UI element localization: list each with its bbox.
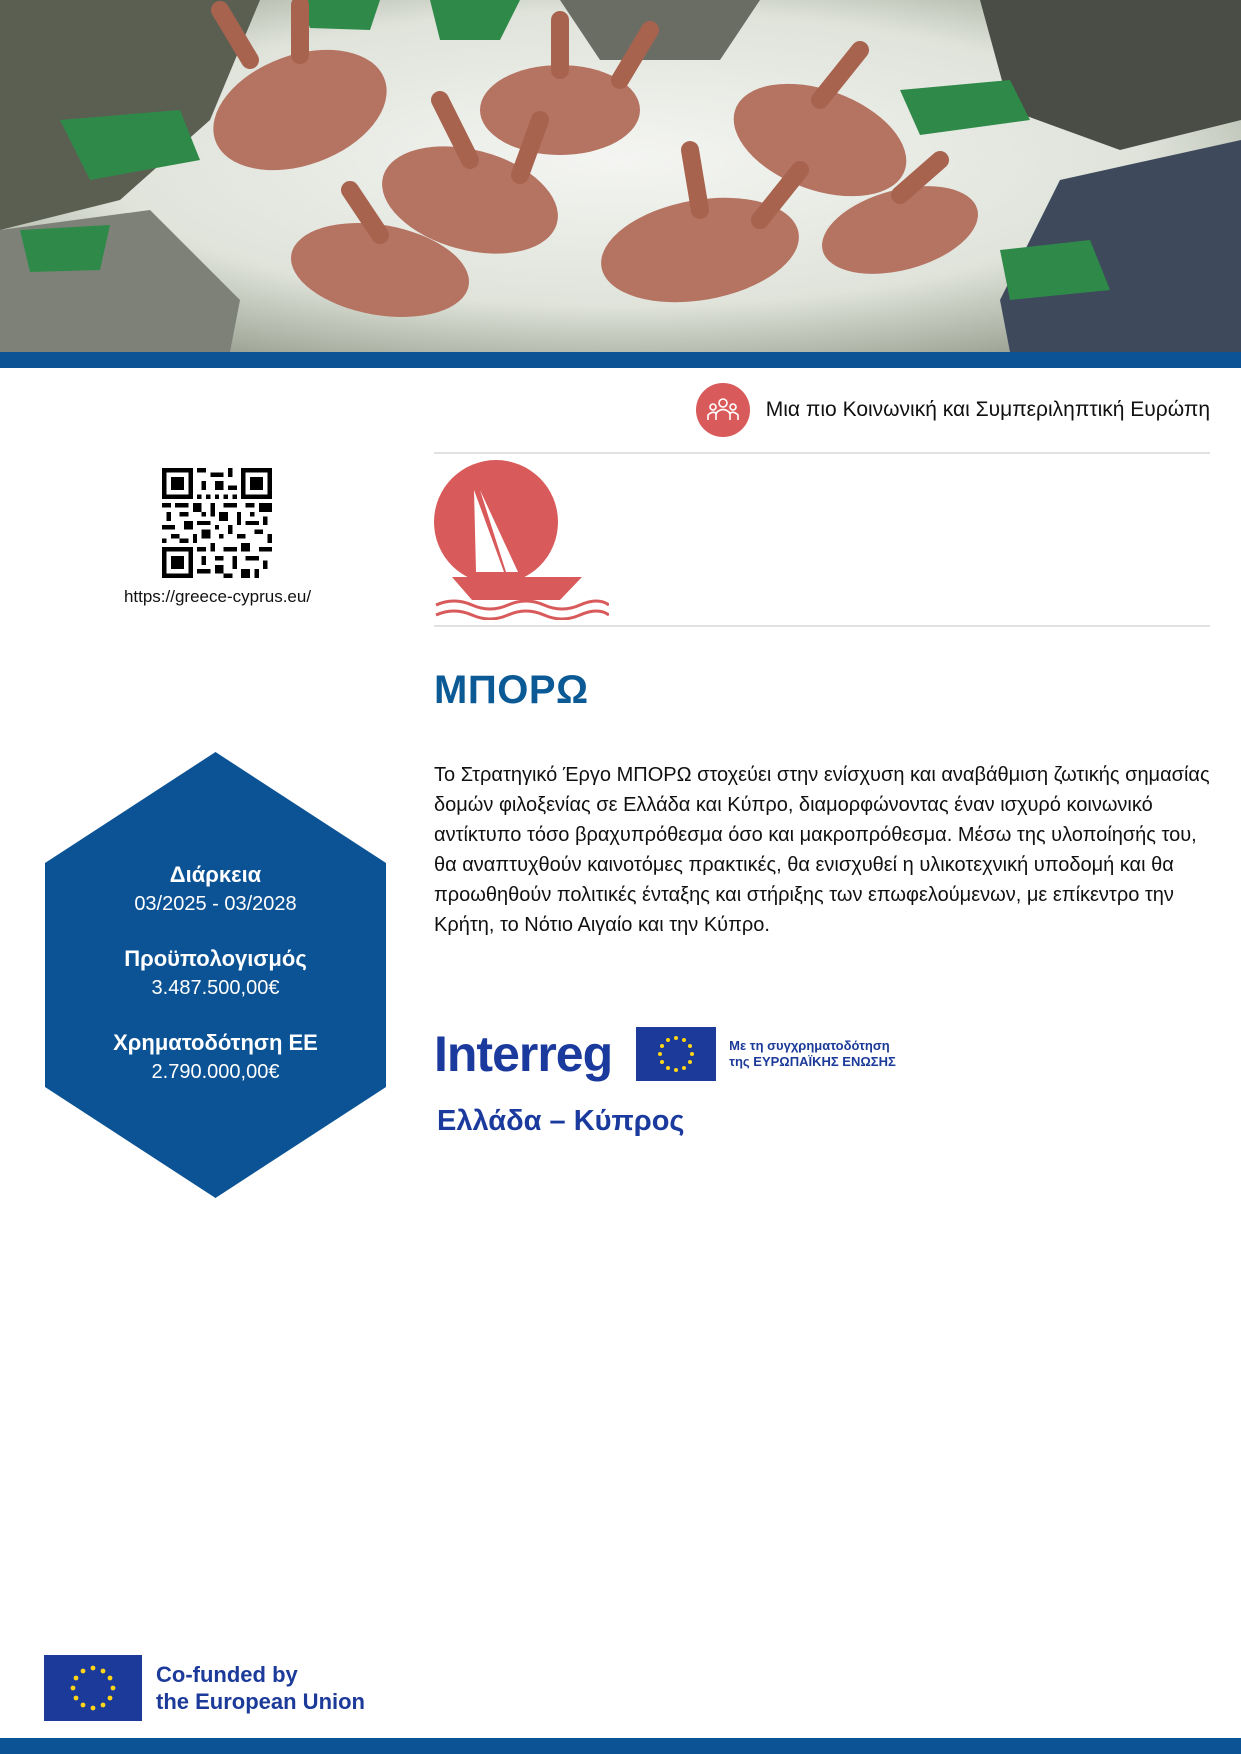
- eu-funding-block: [43, 1028, 388, 1086]
- duration-block: [43, 860, 388, 918]
- project-facts: [43, 860, 388, 1112]
- policy-theme-label: Μια πιο Κοινωνική και Συμπεριληπτική Ευρώπη: [765, 398, 1210, 421]
- divider-top: [434, 452, 1210, 454]
- budget-label: Προϋπολογισμός: [124, 946, 307, 971]
- policy-theme: [696, 382, 1210, 438]
- project-logo-boat-icon: [434, 460, 609, 620]
- budget-block: [43, 944, 388, 1002]
- duration-label: Διάρκεια: [169, 862, 262, 887]
- eu-cofinance-line1: Με τη συγχρηματοδότηση: [729, 1038, 890, 1053]
- cofunded-line1: Co-funded by: [156, 1662, 298, 1687]
- duration-value: 03/2025 - 03/2028: [134, 893, 297, 915]
- eu-flag-icon: [44, 1655, 142, 1721]
- eu-cofinance-text: [729, 1038, 896, 1070]
- bottom-accent-bar: [0, 1738, 1241, 1754]
- eu-cofinance-line2: της ΕΥΡΩΠΑΪΚΗΣ ΕΝΩΣΗΣ: [729, 1054, 896, 1069]
- interreg-wordmark: Interreg: [434, 1026, 613, 1082]
- qr-code: [162, 468, 272, 578]
- programme-name: Ελλάδα – Κύπρος: [437, 1105, 685, 1137]
- eu-flag-icon: [636, 1027, 716, 1081]
- qr-url[interactable]: https://greece-cyprus.eu/: [123, 587, 312, 606]
- cofunded-line2: the European Union: [156, 1689, 365, 1714]
- divider-bottom: [434, 625, 1210, 627]
- hero-image: [0, 0, 1241, 352]
- interreg-logo: [434, 1024, 896, 1084]
- budget-value: 3.487.500,00€: [151, 977, 280, 999]
- project-description: Το Στρατηγικό Έργο ΜΠΟΡΩ στοχεύει στην ενίσχυση και αναβάθμιση ζωτικής σημασίας δομών φιλοξενίας σε Ελλάδα και Κύπρο, διαμορφώνοντας έναν ισχυρό κοινωνικό αντίκτυπο τόσο βραχυπρόθεσμα όσο και μακροπρόθεσμα. Μέσω της υλοποίησής του, θα αναπτυχθούν καινοτόμες πρακτικές, θα ενισχυθεί η υλικοτεχνική υποδομή και θα προωθηθούν πολιτικές ένταξης και στήριξης των επωφελούμενων, με επίκεντρο την Κρήτη, το Νότιο Αιγαίο και την Κύπρο.: [434, 764, 1210, 936]
- cofunded-by-eu-logo: [44, 1655, 365, 1721]
- cofunded-text: [156, 1661, 365, 1715]
- eu-funding-label: Χρηματοδότηση ΕΕ: [113, 1030, 318, 1055]
- people-group-icon: [696, 383, 750, 437]
- project-title: ΜΠΟΡΩ: [434, 668, 589, 712]
- top-accent-bar: [0, 352, 1241, 368]
- eu-funding-value: 2.790.000,00€: [151, 1061, 280, 1083]
- hands-together-illustration: [0, 0, 1241, 352]
